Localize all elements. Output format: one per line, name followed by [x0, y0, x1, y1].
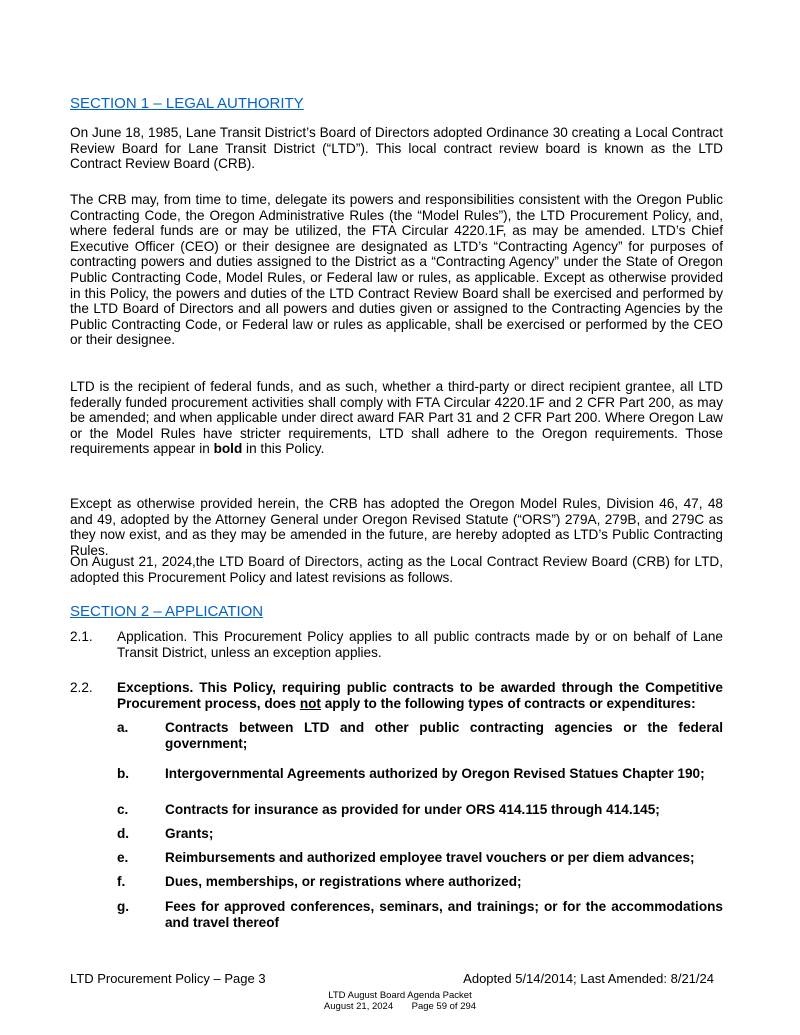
paragraph: On August 21, 2024,the LTD Board of Directors, acting as the Local Contract Review Board (CRB) for LTD, adopted this Procurement Policy and latest revisions as follows. — [70, 554, 723, 585]
footer-page: Page 59 of 294 — [411, 1001, 477, 1012]
subitem-text: Reimbursements and authorized employee travel vouchers or per diem advances; — [165, 850, 695, 865]
subitem-letter: c. — [117, 802, 129, 817]
text: Exceptions. This Policy, requiring public contracts to be awarded through the Competitive Procurement process, does — [117, 680, 723, 711]
subitem-text: Contracts for insurance as provided for under ORS 414.115 through 414.145; — [165, 802, 660, 817]
bold-word: bold — [213, 441, 243, 457]
subitem-letter: g. — [117, 899, 130, 914]
item-number: 2.2. — [70, 680, 93, 695]
subitem-text: Fees for approved conferences, seminars, and trainings; or for the accommodations and travel thereof — [165, 899, 723, 930]
item-text — [117, 680, 723, 711]
subitem-letter: e. — [117, 850, 129, 865]
section-2-heading: SECTION 2 – APPLICATION — [70, 603, 264, 620]
subitem-letter: f. — [117, 874, 126, 889]
section-1-heading: SECTION 1 – LEGAL AUTHORITY — [70, 95, 304, 112]
subitem-letter: b. — [117, 766, 130, 781]
paragraph — [70, 379, 723, 457]
footer-date: August 21, 2024 — [323, 1001, 394, 1012]
subitem-text: Dues, memberships, or registrations where authorized; — [165, 874, 522, 889]
footer-packet: LTD August Board Agenda Packet — [328, 990, 472, 1001]
underlined-word: not — [299, 695, 321, 711]
paragraph: The CRB may, from time to time, delegate its powers and responsibilities consistent with the Oregon Public Contracting Code, the Oregon Administrative Rules (the “Model Rules”), the LTD Procurement Policy, and, where federal funds are or may be utilized, the FTA Circular 4220.1F, as may be amended. LTD’s Chief Executive Officer (CEO) or their designee are designated as LTD’s “Contracting Agency” for purposes of contracting powers and duties assigned to the District as a “Contracting Agency” under the State of Oregon Public Contracting Code, Model Rules, or Federal law or rules, as applicable. Except as otherwise provided in this Policy, the powers and duties of the LTD Contract Review Board shall be exercised and performed by the LTD Board of Directors and all powers and duties given or assigned to the Contracting Agencies by the Public Contracting Code, or Federal law or rules as applicable, shall be exercised or performed by the CEO or their designee. — [70, 192, 723, 348]
subitem-letter: d. — [117, 826, 130, 841]
paragraph: On June 18, 1985, Lane Transit District’s Board of Directors adopted Ordinance 30 creating a Local Contract Review Board for Lane Transit District (“LTD”). This local contract review board is known as the LTD Contract Review Board (CRB). — [70, 125, 723, 172]
subitem-text: Contracts between LTD and other public contracting agencies or the federal government; — [165, 720, 723, 751]
footer-left: LTD Procurement Policy – Page 3 — [70, 971, 266, 986]
text: LTD is the recipient of federal funds, and as such, whether a third-party or direct recipient grantee, all LTD federally funded procurement activities shall comply with FTA Circular 4220.1F and 2 CFR Part 200, as may be amended; and when applicable under direct award FAR Part 31 and 2 CFR Part 200. Where Oregon Law or the Model Rules have stricter requirements, LTD shall adhere to the Oregon requirements. Those requirements appear in — [70, 379, 723, 457]
footer-right: Adopted 5/14/2014; Last Amended: 8/21/24 — [463, 971, 714, 986]
item-number: 2.1. — [70, 629, 93, 644]
paragraph: Except as otherwise provided herein, the CRB has adopted the Oregon Model Rules, Division 46, 47, 48 and 49, adopted by the Attorney General under Oregon Revised Statute (“ORS”) 279A, 279B, and 279C as they now exist, and as they may be amended in the future, are hereby adopted as LTD’s Public Contracting Rules. — [70, 496, 723, 558]
text: in this Policy. — [242, 441, 325, 457]
text: apply to the following types of contracts or expenditures: — [320, 695, 696, 711]
subitem-letter: a. — [117, 720, 129, 735]
footer-page-info — [0, 1001, 800, 1012]
subitem-text: Intergovernmental Agreements authorized by Oregon Revised Statues Chapter 190; — [165, 766, 705, 781]
subitem-text: Grants; — [165, 826, 214, 841]
item-text: Application. This Procurement Policy applies to all public contracts made by or on behalf of Lane Transit District, unless an exception applies. — [117, 629, 723, 660]
